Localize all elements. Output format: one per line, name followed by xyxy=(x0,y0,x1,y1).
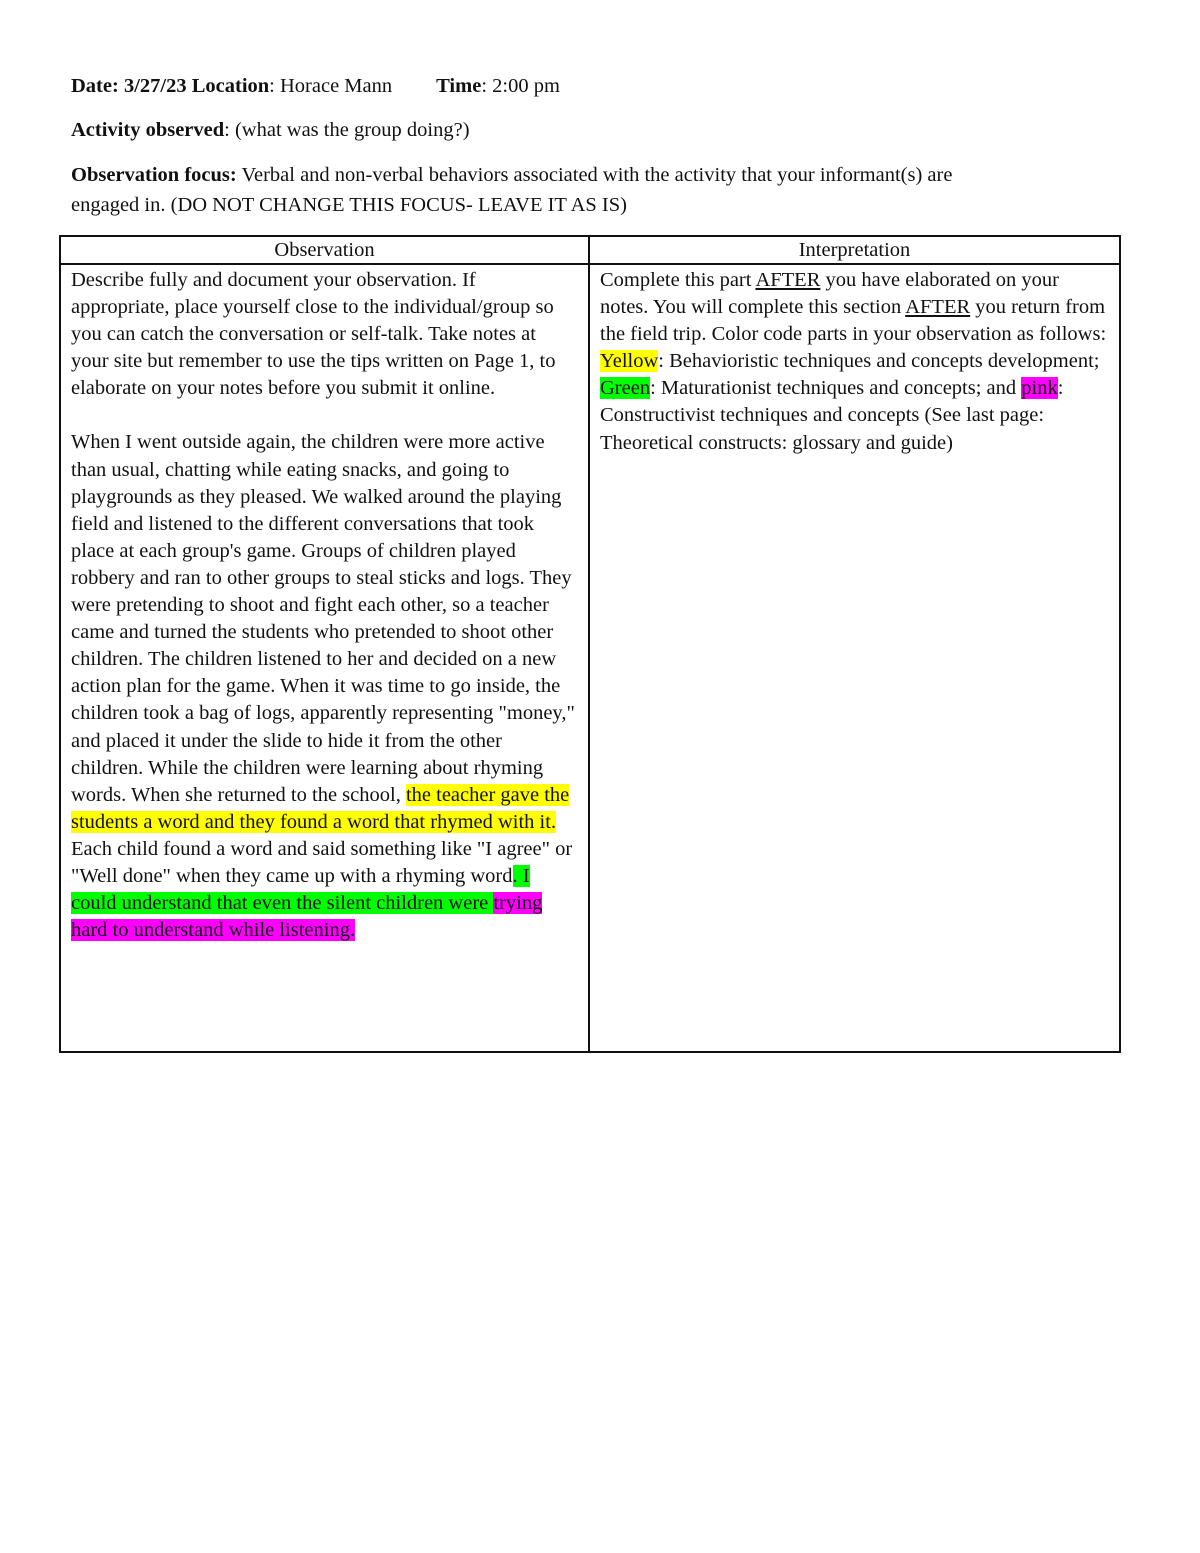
activity-value: : (what was the group doing?) xyxy=(224,119,470,141)
interp-text-5: : Maturationist techniques and concepts; and xyxy=(650,377,1022,400)
interp-text-2: you have elaborated on your notes. You will complete this section xyxy=(600,269,1059,319)
interp-text-1: Complete this part xyxy=(600,269,756,291)
interp-text-3: you return from the field trip. Color code parts in your observation as follows: xyxy=(600,296,1107,346)
focus-line xyxy=(71,162,952,188)
narrative-text-1: When I went outside again, the children were more active than usual, chatting while eating snacks, and going to playgrounds as they pleased. We walked around the playing field and listened to the different conversations that took place at each group's game. Groups of children played robbery and ran to other groups to steal sticks and logs. They were pretending to shoot and fight each other, so a teacher came and turned the students who pretended to shoot other children. The children listened to her and decided on a new action plan for the game. When it was time to go inside, the children took a bag of logs, apparently representing "money," and placed it under the slide to hide it from the other children. While the children were learning about rhyming words. When she returned to the school, xyxy=(71,431,575,806)
yellow-key-label: Yellow xyxy=(600,350,659,373)
time-label: Time xyxy=(436,75,482,97)
green-highlighted-text: . I could understand that even the silent children were xyxy=(71,864,530,915)
interpretation-instructions xyxy=(600,267,1109,457)
observation-narrative xyxy=(71,429,578,944)
observation-instructions: Describe fully and document your observation. If appropriate, place yourself close to the individual/group so you can catch the conversation or self-talk. Take notes at your site but remember to use the tips written on Page 1, to elaborate on your notes before you submit it online. xyxy=(71,269,556,400)
pink-highlighted-text: trying hard to understand while listening. xyxy=(71,892,543,942)
activity-line xyxy=(71,117,470,143)
interp-text-6: : Constructivist techniques and concepts (See last page: Theoretical constructs: glossary and guide) xyxy=(600,377,1064,454)
narrative-text-2: Each child found a word and said something like "I agree" or "Well done" when they came up with a rhyming word xyxy=(71,837,573,887)
location-label: Location xyxy=(191,75,270,97)
after-underlined-1: AFTER xyxy=(755,269,821,291)
activity-label: Activity observed xyxy=(71,119,225,141)
observation-column-header: Observation xyxy=(60,236,589,264)
interpretation-cell xyxy=(589,264,1120,1052)
interpretation-column-header: Interpretation xyxy=(589,236,1120,264)
focus-line-2 xyxy=(71,192,627,218)
focus-text-line1: Verbal and non-verbal behaviors associated with the activity that your informant(s) are xyxy=(236,164,953,186)
interp-text-4: : Behavioristic techniques and concepts development; xyxy=(658,350,1100,373)
table-body-row xyxy=(60,264,1120,1052)
observation-table xyxy=(59,235,1121,1053)
location-value: : Horace Mann xyxy=(269,75,393,97)
focus-text-line2: engaged in. (DO NOT CHANGE THIS FOCUS- LEAVE IT AS IS) xyxy=(71,194,627,216)
date-value: 3/27/23 xyxy=(123,75,187,97)
yellow-highlighted-text: the teacher gave the students a word and they found a word that rhymed with it. xyxy=(71,783,570,833)
green-key-label: Green xyxy=(600,377,651,400)
table-header-row xyxy=(60,236,1120,264)
date-location-time-line xyxy=(71,73,560,99)
pink-key-label: pink xyxy=(1021,377,1058,400)
after-underlined-2: AFTER xyxy=(905,296,971,319)
date-label: Date: xyxy=(71,75,119,97)
focus-label: Observation focus: xyxy=(71,164,237,186)
time-value: : 2:00 pm xyxy=(481,75,560,97)
observation-cell xyxy=(60,264,589,1052)
